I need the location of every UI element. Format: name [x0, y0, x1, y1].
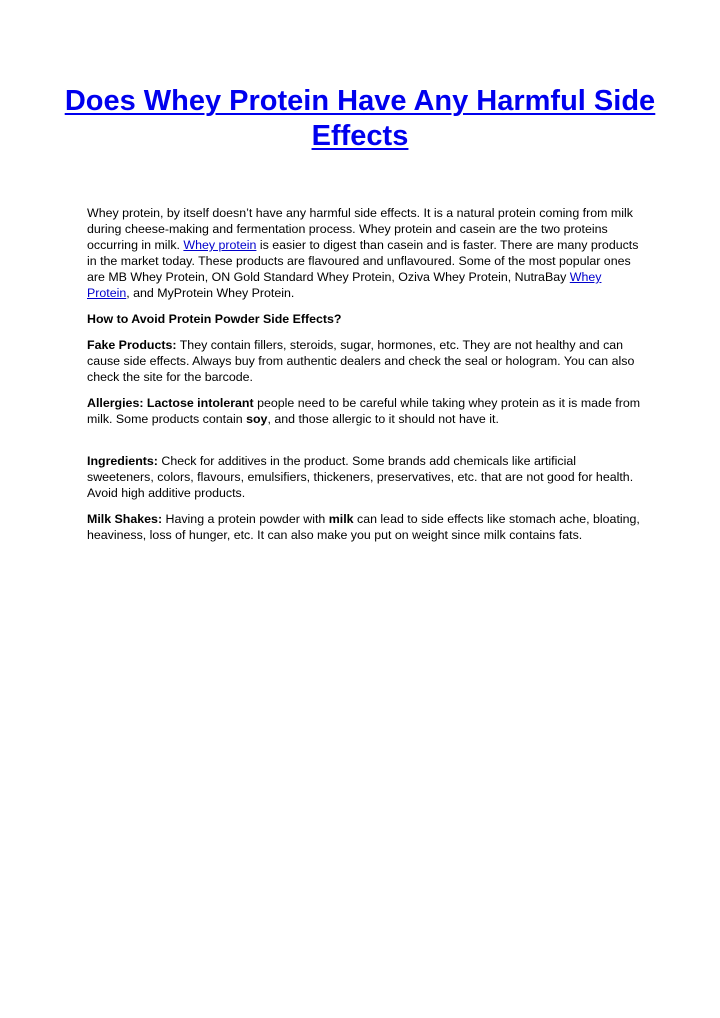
allergies-paragraph	[87, 395, 642, 427]
ingredients-label: Ingredients:	[87, 454, 158, 468]
whey-protein-link-2[interactable]: Whey Protein	[87, 270, 602, 300]
section-subheading	[87, 311, 642, 327]
document-body	[87, 205, 642, 553]
document-title-link[interactable]: Does Whey Protein Have Any Harmful Side Effects	[64, 85, 656, 152]
ingredients-paragraph	[87, 453, 642, 501]
ingredients-text: Check for additives in the product. Some brands add chemicals like artificial sweeteners, colors, flavours, emulsifiers, thickeners, preservatives, etc. that are not good for health. Avoid high additive products.	[87, 454, 634, 500]
fake-products-paragraph	[87, 337, 642, 385]
milk-shakes-bold-milk: milk	[328, 512, 354, 526]
milk-shakes-paragraph	[87, 511, 642, 543]
whey-protein-link-1[interactable]: Whey protein	[183, 238, 257, 252]
milk-shakes-text-2: can lead to side effects like stomach ache, bloating, heaviness, loss of hunger, etc. It can also make you put on weight since milk contains fats.	[87, 512, 640, 542]
subheading-text: How to Avoid Protein Powder Side Effects?	[87, 312, 342, 326]
intro-text-2: is easier to digest than casein and is faster. There are many products in the market today. These products are flavoured and unflavoured. Some of the most popular ones are MB Whey Protein, ON Gold Standard Whey Protein, Oziva Whey Protein, NutraBay	[87, 238, 639, 284]
fake-products-text: They contain fillers, steroids, sugar, hormones, etc. They are not healthy and can cause side effects. Always buy from authentic dealers and check the seal or hologram. You can also check the site for the barcode.	[87, 338, 635, 384]
intro-text-3: , and MyProtein Whey Protein.	[126, 286, 295, 300]
milk-shakes-label: Milk Shakes:	[87, 512, 163, 526]
allergies-text-2: , and those allergic to it should not have it.	[267, 412, 499, 426]
intro-paragraph	[87, 205, 642, 301]
milk-shakes-text-1: Having a protein powder with	[162, 512, 329, 526]
fake-products-label: Fake Products:	[87, 338, 177, 352]
allergies-label: Allergies: Lactose intolerant	[87, 396, 254, 410]
allergies-text-1: people need to be careful while taking whey protein as it is made from milk. Some products contain	[87, 396, 641, 426]
intro-text-1: Whey protein, by itself doesn’t have any harmful side effects. It is a natural protein coming from milk during cheese-making and fermentation process. Whey protein and casein are the two proteins occurring in milk.	[87, 206, 633, 252]
document-title[interactable]	[60, 84, 660, 154]
allergies-bold-soy: soy	[246, 412, 268, 426]
